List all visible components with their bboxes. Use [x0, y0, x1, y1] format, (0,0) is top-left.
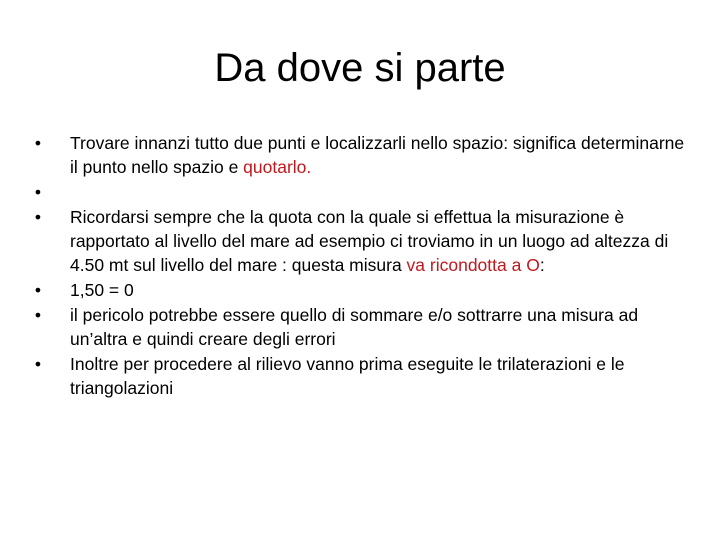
bullet-text: il pericolo potrebbe essere quello di sommare e/o sottrarre una misura ad un’altra e quindi creare degli errori — [70, 305, 639, 349]
bullet-dot: • — [34, 354, 42, 374]
bullet-dot: • — [34, 305, 42, 325]
bullet-item — [30, 303, 690, 351]
bullet-text: Trovare innanzi tutto due punti e localizzarli nello spazio: significa determinarne il punto nello spazio e — [70, 133, 685, 177]
slide-title: Da dove si parte — [214, 46, 506, 90]
bullet-item — [30, 352, 690, 400]
bullet-dot: • — [34, 182, 42, 202]
bullet-item — [30, 278, 690, 302]
bullet-dot: • — [34, 207, 42, 227]
bullet-text-tail: : — [539, 255, 545, 275]
bullet-list — [30, 131, 690, 401]
bullet-highlight: quotarlo. — [243, 157, 312, 177]
bullet-item — [30, 131, 690, 179]
bullet-item — [30, 205, 690, 277]
bullet-text: Ricordarsi sempre che la quota con la quale si effettua la misurazione è rapportato al livello del mare ad esempio ci troviamo in un luogo ad altezza di 4.50 mt sul livello del mare : questa misura — [70, 207, 669, 275]
bullet-item — [30, 180, 690, 204]
bullet-text: Inoltre per procedere al rilievo vanno prima eseguite le trilaterazioni e le triangolazioni — [70, 354, 625, 398]
bullet-highlight: va ricondotta a O — [406, 255, 540, 275]
bullet-dot: • — [34, 280, 42, 300]
bullet-dot: • — [34, 133, 42, 153]
bullet-text: 1,50 = 0 — [70, 280, 134, 300]
